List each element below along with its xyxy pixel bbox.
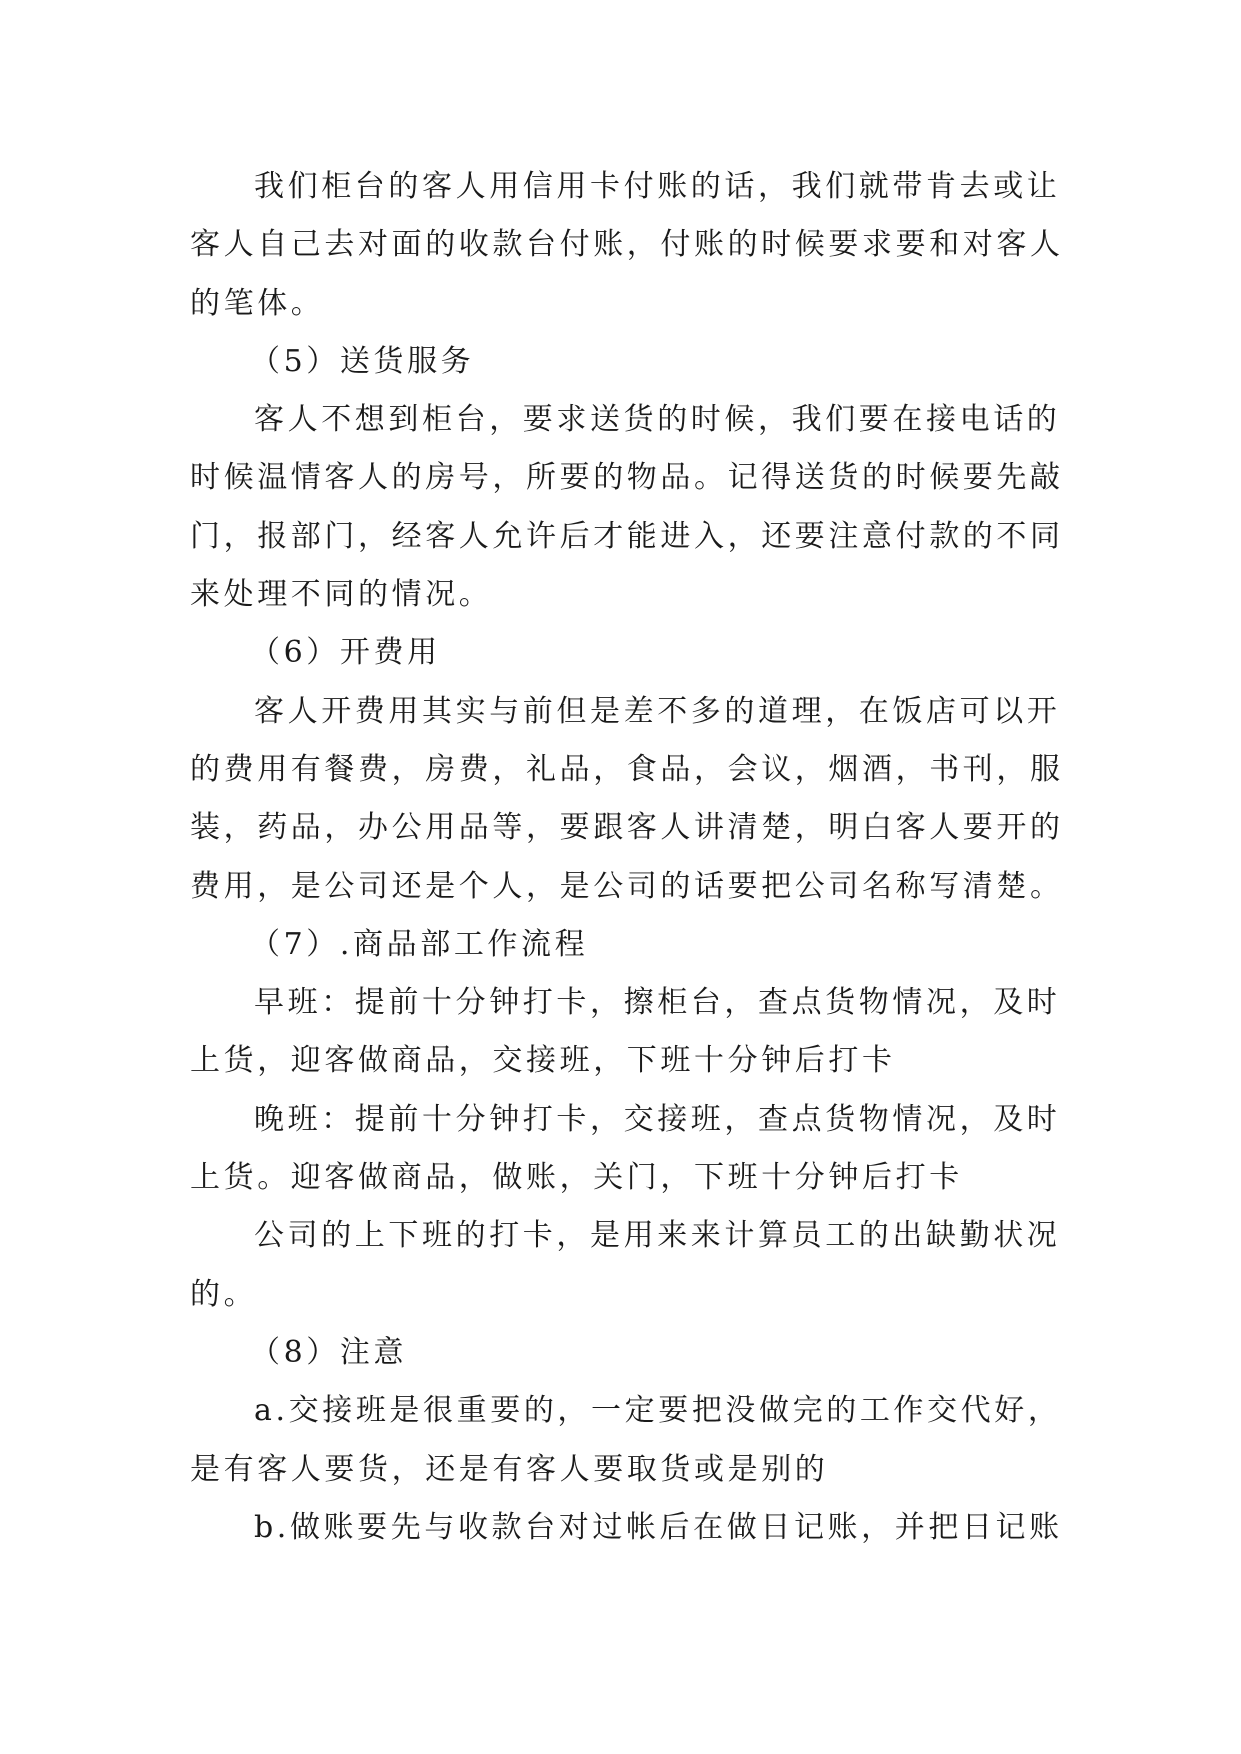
paragraph-line: 来处理不同的情况。 [190, 577, 493, 613]
paragraph-line: 门，报部门，经客人允许后才能进入，还要注意付款的不同 [190, 518, 1064, 554]
paragraph-line: 客人不想到柜台，要求送货的时候，我们要在接电话的 [254, 402, 1061, 438]
section-heading: （8）注意 [250, 1334, 408, 1370]
paragraph-line: 我们柜台的客人用信用卡付账的话，我们就带肯去或让 [254, 169, 1061, 204]
section-heading: （7）.商品部工作流程 [250, 926, 589, 962]
section-heading: （5）送货服务 [250, 343, 475, 379]
paragraph-line: 公司的上下班的打卡，是用来来计算员工的出缺勤状况 [254, 1218, 1061, 1254]
paragraph-line: 客人自己去对面的收款台付账，付账的时候要求要和对客人 [190, 227, 1064, 263]
document-body [190, 158, 1064, 1557]
paragraph-line: 费用，是公司还是个人，是公司的话要把公司名称写清楚。 [190, 868, 1064, 904]
paragraph-line: 的笔体。 [190, 285, 325, 321]
paragraph-line: 早班：提前十分钟打卡，擦柜台，查点货物情况，及时 [254, 985, 1061, 1021]
paragraph-line: 上货，迎客做商品，交接班，下班十分钟后打卡 [190, 1043, 896, 1079]
paragraph-line: a.交接班是很重要的，一定要把没做完的工作交代好， [254, 1393, 1062, 1429]
paragraph-line: 时候温情客人的房号，所要的物品。记得送货的时候要先敲 [190, 460, 1064, 496]
paragraph-line: 客人开费用其实与前但是差不多的道理，在饭店可以开 [254, 693, 1061, 729]
paragraph-line: b.做账要先与收款台对过帐后在做日记账，并把日记账 [254, 1509, 1063, 1545]
paragraph-line: 晚班：提前十分钟打卡，交接班，查点货物情况，及时 [254, 1101, 1061, 1137]
paragraph-line: 的。 [190, 1276, 258, 1312]
section-heading: （6）开费用 [250, 635, 441, 671]
paragraph-line: 是有客人要货，还是有客人要取货或是别的 [190, 1451, 829, 1487]
paragraph-line: 上货。迎客做商品，做账，关门，下班十分钟后打卡 [190, 1160, 963, 1196]
paragraph-line: 的费用有餐费，房费，礼品，食品，会议，烟酒，书刊，服 [190, 751, 1064, 787]
paragraph-line: 装，药品，办公用品等，要跟客人讲清楚，明白客人要开的 [190, 810, 1064, 846]
